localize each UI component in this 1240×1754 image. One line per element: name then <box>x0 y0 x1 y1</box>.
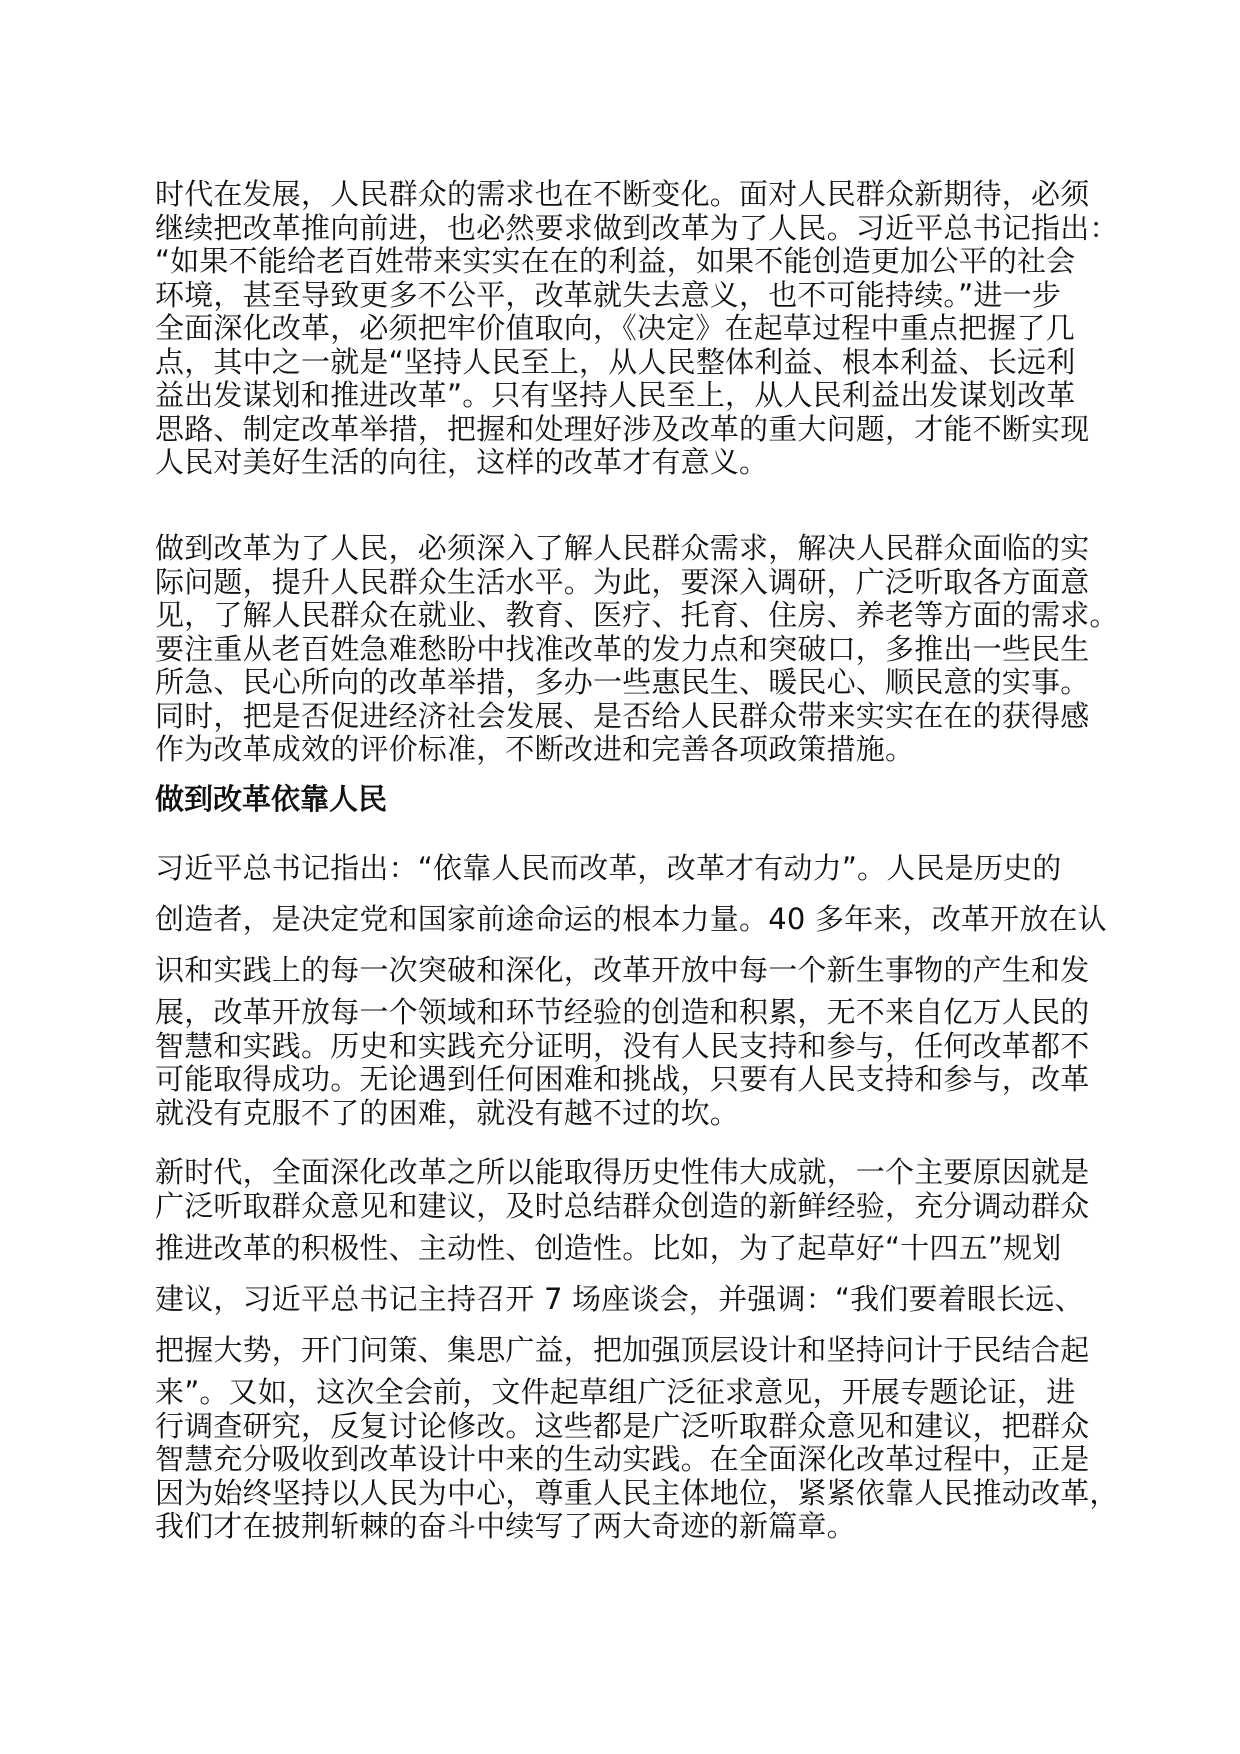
text-line: 思路、制定改革举措，把握和处理好涉及改革的重大问题，才能不断实现 <box>155 411 1090 446</box>
paragraph-rely-on-people <box>155 843 1107 1130</box>
text-line: 所急、民心所向的改革举措，多办一些惠民生、暖民心、顺民意的实事。 <box>155 665 1090 699</box>
text-line: 见，了解人民群众在就业、教育、医疗、托育、住房、养老等方面的需求。 <box>155 598 1119 632</box>
text-line: 做到改革为了人民，必须深入了解人民群众需求，解决人民群众面临的实 <box>155 531 1090 565</box>
section-heading: 做到改革依靠人民 <box>155 782 388 816</box>
text-line: 就没有克服不了的困难，就没有越不过的坎。 <box>155 1095 740 1130</box>
text-line: 益出发谋划和推进改革”。只有坚持人民至上，从人民利益出发谋划改革 <box>155 378 1076 412</box>
text-line: 智慧充分吸收到改革设计中来的生动实践。在全面深化改革过程中，正是 <box>155 1442 1090 1476</box>
text-line: 点，其中之一就是“坚持人民至上，从人民整体利益、根本利益、长远利 <box>155 344 1076 379</box>
paragraph-reform-for-people <box>155 532 1119 767</box>
text-line: “如果不能给老百姓带来实实在在的利益，如果不能创造更加公平的社会 <box>155 244 1076 278</box>
text-line: 全面深化改革，必须把牢价值取向，《决定》在起草过程中重点把握了几 <box>155 311 1075 345</box>
text-line: 把握大势，开门问策、集思广益，把加强顶层设计和坚持问计于民结合起 <box>155 1333 1090 1367</box>
paragraph-new-era <box>155 1156 1119 1544</box>
text-line: 智慧和实践。历史和实践充分证明，没有人民支持和参与，任何改革都不 <box>155 1028 1090 1063</box>
text-line: 同时，把是否促进经济社会发展、是否给人民群众带来实实在在的获得感 <box>155 698 1090 733</box>
text-line: 推进改革的积极性、主动性、创造性。比如，为了起草好“十四五”规划 <box>155 1231 1062 1265</box>
text-line: 新时代，全面深化改革之所以能取得历史性伟大成就，一个主要原因就是 <box>155 1155 1090 1189</box>
text-line: 习近平总书记指出：“依靠人民而改革，改革才有动力”。人民是历史的 <box>155 851 1062 885</box>
text-line: 建议，习近平总书记主持召开 7 场座谈会，并强调：“我们要着眼长远、 <box>155 1282 1084 1316</box>
text-line: 要注重从老百姓急难愁盼中找准改革的发力点和突破口，多推出一些民生 <box>155 631 1090 666</box>
text-line: 展，改革开放每一个领域和环节经验的创造和积累，无不来自亿万人民的 <box>155 995 1090 1029</box>
text-line: 创造者，是决定党和国家前途命运的根本力量。40 多年来，改革开放在认 <box>155 902 1107 936</box>
text-line: 人民对美好生活的向往，这样的改革才有意义。 <box>155 445 769 479</box>
text-line: 作为改革成效的评价标准，不断改进和完善各项政策措施。 <box>155 732 915 766</box>
text-line: 际问题，提升人民群众生活水平。为此，要深入调研，广泛听取各方面意 <box>155 564 1090 599</box>
text-line: 可能取得成功。无论遇到任何困难和挑战，只要有人民支持和参与，改革 <box>155 1062 1090 1096</box>
paragraph-people-oriented <box>155 178 1119 480</box>
text-line: 时代在发展，人民群众的需求也在不断变化。面对人民群众新期待，必须 <box>155 177 1090 211</box>
text-line: 识和实践上的每一次突破和深化，改革开放中每一个新生事物的产生和发 <box>155 953 1090 987</box>
text-line: 继续把改革推向前进，也必然要求做到改革为了人民。习近平总书记指出： <box>155 210 1119 245</box>
text-line: 因为始终坚持以人民为中心，尊重人民主体地位，紧紧依靠人民推动改革， <box>155 1475 1119 1510</box>
text-line: 行调查研究，反复讨论修改。这些都是广泛听取群众意见和建议，把群众 <box>155 1408 1090 1443</box>
text-line: 广泛听取群众意见和建议，及时总结群众创造的新鲜经验，充分调动群众 <box>155 1188 1090 1223</box>
text-line: 环境，甚至导致更多不公平，改革就失去意义，也不可能持续。”进一步 <box>155 277 1061 312</box>
text-line: 来”。又如，这次全会前，文件起草组广泛征求意见，开展专题论证，进 <box>155 1375 1076 1409</box>
text-line: 我们才在披荆斩棘的奋斗中续写了两大奇迹的新篇章。 <box>155 1509 856 1543</box>
